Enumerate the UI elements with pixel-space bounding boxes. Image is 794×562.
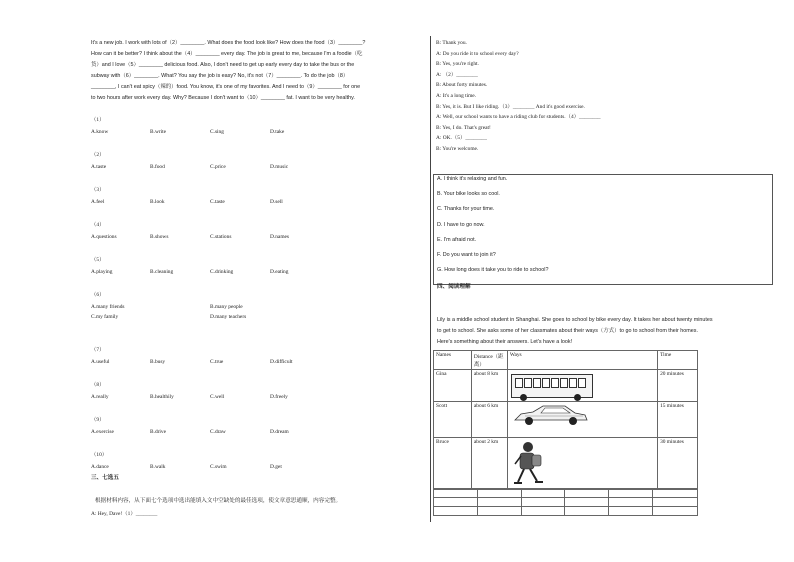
table-row [434,438,698,490]
passage-line: 货）and I love（5）________ delicious food. Also, I don't need to get up early every day to take the bus or the [91,62,355,68]
option-item[interactable]: B. Your bike looks so cool. [437,191,500,198]
option-a[interactable]: A.exercise [91,429,114,435]
passage-line: to two hours after work every day. Why? Because I don't want to（10）________ fat. I want to be very healthy. [91,95,355,101]
distance-cell: about 2 km [471,438,507,490]
table-header-row [434,351,698,370]
name-cell: Scott [434,402,472,438]
question-number: （9） [91,417,105,423]
empty-grid [433,488,698,516]
dialog-line: B: Yes, it is. But I like riding.（3）________ And it's good exercise. [436,103,585,110]
dialog-line: B: Yes, you're right. [436,61,479,68]
options-list [437,176,548,282]
question-number: （1） [91,117,105,123]
header-cell: Time [658,351,698,370]
option-item[interactable]: G. How long does it take you to ride to school? [437,267,549,274]
header-cell: Distance（距离） [471,351,507,370]
option-b[interactable]: B.write [150,129,167,135]
reading-line: to get to school. She asks some of her classmates about their ways（方式）to go to school from their homes. [437,328,698,334]
column-divider [430,36,431,522]
time-cell: 30 minutes [658,438,698,490]
header-cell: Names [434,351,472,370]
option-item[interactable]: F. Do you want to join it? [437,251,496,258]
option-d[interactable]: D.get [270,464,282,470]
time-cell: 20 minutes [658,370,698,402]
name-cell: Bruce [434,438,472,490]
dialog-line: A: （2）________ [436,71,478,78]
option-d[interactable]: D.difficult [270,359,293,365]
option-a[interactable]: A.taste [91,164,107,170]
option-item[interactable]: C. Thanks for your time. [437,206,495,213]
option-c[interactable]: C.sing [210,129,224,135]
section-3-title: 三、七选五 [91,475,119,481]
dialog [436,40,601,157]
passage-line: It's a new job. I work with lots of（2）________. What does the food look like? How does the food（3）________? [91,40,366,46]
option-a[interactable]: A.feel [91,199,105,205]
car-icon [513,404,589,426]
option-b[interactable]: B.busy [150,359,166,365]
option-d[interactable]: D.music [270,164,289,170]
option-a[interactable]: A.questions [91,234,117,240]
dialog-line: B: Yes, I do. That's great! [436,124,491,131]
option-b[interactable]: B.walk [150,464,166,470]
option-d[interactable]: D.take [270,129,285,135]
question-number: （7） [91,347,105,353]
cloze-passage [91,40,365,106]
bus-icon [511,374,593,398]
dialog-first-line: A: Hey, Dave!（1）________ [91,511,158,517]
distance-cell: about 8 km [471,370,507,402]
option-item[interactable]: E. I'm afraid not. [437,236,477,243]
dialog-line: A: OK.（5）________ [436,135,487,142]
passage-line: ________, I can't eat spicy（辣的）food. You know, it's one of my favorites. And I need to（9）________ for one [91,84,361,90]
option-c[interactable]: C.my family [91,314,119,320]
reading-line: Lily is a middle school student in Shanghai. She goes to school by bike every day. It takes her about twenty minutes [437,317,713,323]
option-c[interactable]: C.swim [210,464,227,470]
passage-line: subway with（6）________. What? You say the job is easy? No, it's not（7）________. To do the job（8） [91,73,349,79]
option-c[interactable]: C.draw [210,429,226,435]
reading-passage [437,317,713,350]
dialog-line: B: About forty minutes. [436,82,488,89]
question-number: （3） [91,187,105,193]
reading-line: Here's something about their answers. Let's have a look! [437,339,573,345]
option-b[interactable]: B.shows [150,234,169,240]
option-b[interactable]: B.food [150,164,165,170]
option-item[interactable]: A. I think it's relaxing and fun. [437,176,508,182]
option-d[interactable]: D.dream [270,429,289,435]
question-number: （6） [91,292,105,298]
option-c[interactable]: C.stations [210,234,232,240]
option-a[interactable]: A.playing [91,269,113,275]
option-b[interactable]: B.healthily [150,394,174,400]
option-c[interactable]: C.taste [210,199,225,205]
option-b[interactable]: B.many people [210,304,243,310]
option-c[interactable]: C.well [210,394,225,400]
option-c[interactable]: C.true [210,359,224,365]
passage-line: How can it be better? I think about the（4）________ every day. The job is great to me, because I'm a foodie（吃 [91,51,363,57]
dialog-line: A: Well, our school wants to have a riding club for students.（4）________ [436,114,601,121]
time-cell: 15 minutes [658,402,698,438]
section-3-instructions: 根据材料内容，从下面七个选项中选出能填入文中空缺处的最佳选项，使文章意思通顺，内容完整。 [95,498,342,504]
option-d[interactable]: D.eating [270,269,289,275]
option-a[interactable]: A.dance [91,464,109,470]
option-d[interactable]: D.sell [270,199,283,205]
question-number: （8） [91,382,105,388]
option-d[interactable]: D.names [270,234,290,240]
option-a[interactable]: A.really [91,394,109,400]
dialog-line: A: Do you ride it to school every day? [436,50,519,57]
header-cell: Ways [507,351,657,370]
option-a[interactable]: A.many friends [91,304,125,310]
section-4-title: 四、阅读理解 [437,284,471,290]
distance-cell: about 6 km [471,402,507,438]
option-a[interactable]: A.useful [91,359,110,365]
question-number: （4） [91,222,105,228]
walking-person-icon [510,440,552,488]
dialog-line: B: Thank you. [436,40,467,46]
name-cell: Gina [434,370,472,402]
option-c[interactable]: C.drinking [210,269,234,275]
option-b[interactable]: B.drive [150,429,167,435]
option-a[interactable]: A.know [91,129,109,135]
option-b[interactable]: B.look [150,199,165,205]
question-number: （5） [91,257,105,263]
dialog-line: A: It's a long time. [436,92,477,99]
question-number: （2） [91,152,105,158]
option-d[interactable]: D.many teachers [210,314,247,320]
question-number: （10） [91,452,108,458]
option-c[interactable]: C.price [210,164,226,170]
option-b[interactable]: B.cleaning [150,269,174,275]
option-item[interactable]: D. I have to go now. [437,221,485,228]
dialog-line: B: You're welcome. [436,145,479,152]
option-d[interactable]: D.freely [270,394,288,400]
